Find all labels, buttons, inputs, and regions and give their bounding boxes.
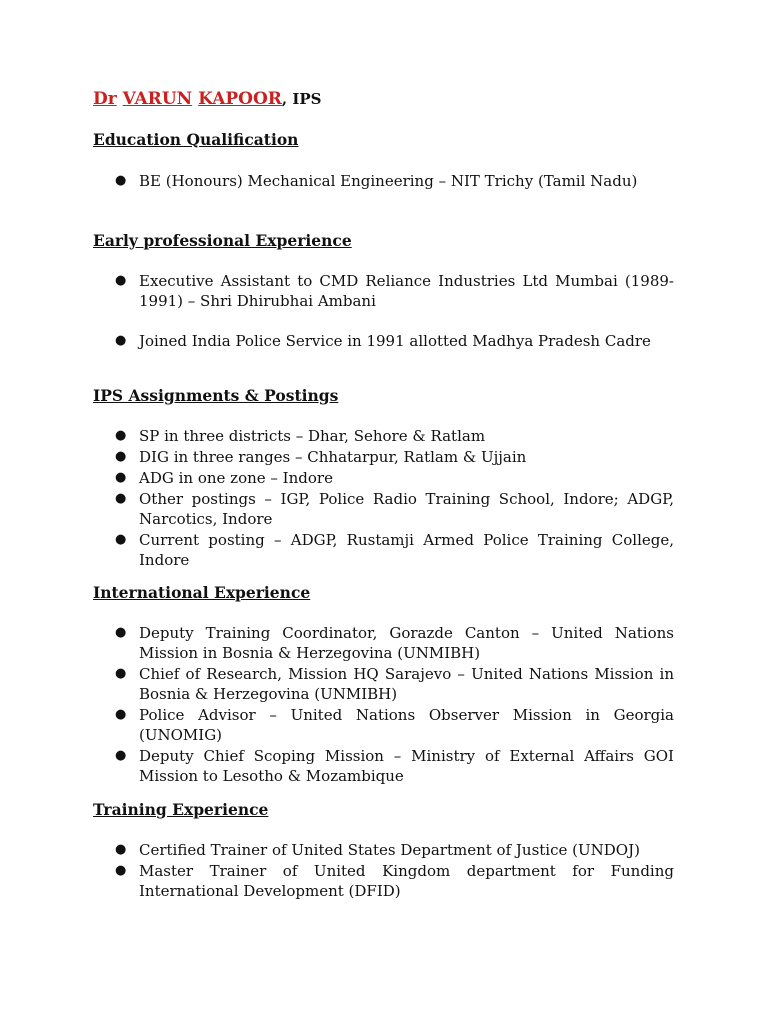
- list-item-text: BE (Honours) Mechanical Engineering – NIT Trichy (Tamil Nadu): [139, 172, 638, 190]
- list-item: [93, 468, 674, 488]
- list-item-text: Police Advisor – United Nations Observer Mission in Georgia (UNOMIG): [139, 706, 674, 744]
- list-item: [93, 447, 674, 467]
- bullet-icon: ●: [115, 532, 127, 547]
- list-item-text: DIG in three ranges – Chhatarpur, Ratlam & Ujjain: [139, 448, 527, 466]
- list-item: [93, 705, 674, 745]
- training-experience-heading: Training Experience: [93, 800, 269, 819]
- list-item: [93, 331, 674, 351]
- international-experience-list: [93, 623, 674, 786]
- education-heading: Education Qualification: [93, 130, 299, 149]
- list-item-text: Deputy Chief Scoping Mission – Ministry of External Affairs GOI Mission to Lesotho & Mozambique: [139, 747, 674, 785]
- ips-assignments-list: [93, 426, 674, 570]
- bullet-icon: ●: [115, 863, 127, 878]
- list-item: [93, 861, 674, 901]
- list-item: [93, 664, 674, 704]
- bullet-icon: ●: [115, 333, 127, 348]
- list-item-text: Executive Assistant to CMD Reliance Industries Ltd Mumbai (1989-1991) – Shri Dhirubhai Ambani: [139, 272, 674, 310]
- bullet-icon: ●: [115, 470, 127, 485]
- list-item-text: Master Trainer of United Kingdom department for Funding International Development (DFID): [139, 862, 674, 900]
- list-item: [93, 426, 674, 446]
- bullet-icon: ●: [115, 666, 127, 681]
- document-page: [93, 86, 674, 901]
- bullet-icon: ●: [115, 748, 127, 763]
- bullet-icon: ●: [115, 625, 127, 640]
- list-item-text: SP in three districts – Dhar, Sehore & Ratlam: [139, 427, 486, 445]
- bullet-icon: ●: [115, 273, 127, 288]
- list-item: [93, 489, 674, 529]
- early-experience-list: [93, 271, 674, 351]
- list-item-text: ADG in one zone – Indore: [139, 469, 333, 487]
- list-item-text: Deputy Training Coordinator, Gorazde Canton – United Nations Mission in Bosnia & Herzegovina (UNMIBH): [139, 624, 674, 662]
- list-item-text: Chief of Research, Mission HQ Sarajevo – United Nations Mission in Bosnia & Herzegovina (UNMIBH): [139, 665, 674, 703]
- bullet-icon: ●: [115, 491, 127, 506]
- list-item-text: Certified Trainer of United States Department of Justice (UNDOJ): [139, 841, 640, 859]
- list-item: [93, 171, 674, 191]
- title-first-name: VARUN: [122, 89, 193, 109]
- bullet-icon: ●: [115, 449, 127, 464]
- list-item: [93, 530, 674, 570]
- list-item-text: Other postings – IGP, Police Radio Training School, Indore; ADGP, Narcotics, Indore: [139, 490, 674, 528]
- bullet-icon: ●: [115, 707, 127, 722]
- list-item: [93, 623, 674, 663]
- title-last-name: KAPOOR: [198, 89, 282, 109]
- title-prefix: Dr: [93, 89, 117, 109]
- bullet-icon: ●: [115, 428, 127, 443]
- training-experience-list: [93, 840, 674, 901]
- bullet-icon: ●: [115, 173, 127, 188]
- early-experience-heading: Early professional Experience: [93, 231, 352, 250]
- bullet-icon: ●: [115, 842, 127, 857]
- page-title: [93, 86, 674, 112]
- international-experience-heading: International Experience: [93, 583, 311, 602]
- ips-assignments-heading: IPS Assignments & Postings: [93, 386, 339, 405]
- list-item: [93, 746, 674, 786]
- education-list: [93, 171, 674, 191]
- list-item-text: Joined India Police Service in 1991 allotted Madhya Pradesh Cadre: [139, 332, 651, 350]
- list-item: [93, 271, 674, 311]
- title-suffix: , IPS: [281, 90, 322, 108]
- list-item-text: Current posting – ADGP, Rustamji Armed Police Training College, Indore: [139, 531, 674, 569]
- list-item: [93, 840, 674, 860]
